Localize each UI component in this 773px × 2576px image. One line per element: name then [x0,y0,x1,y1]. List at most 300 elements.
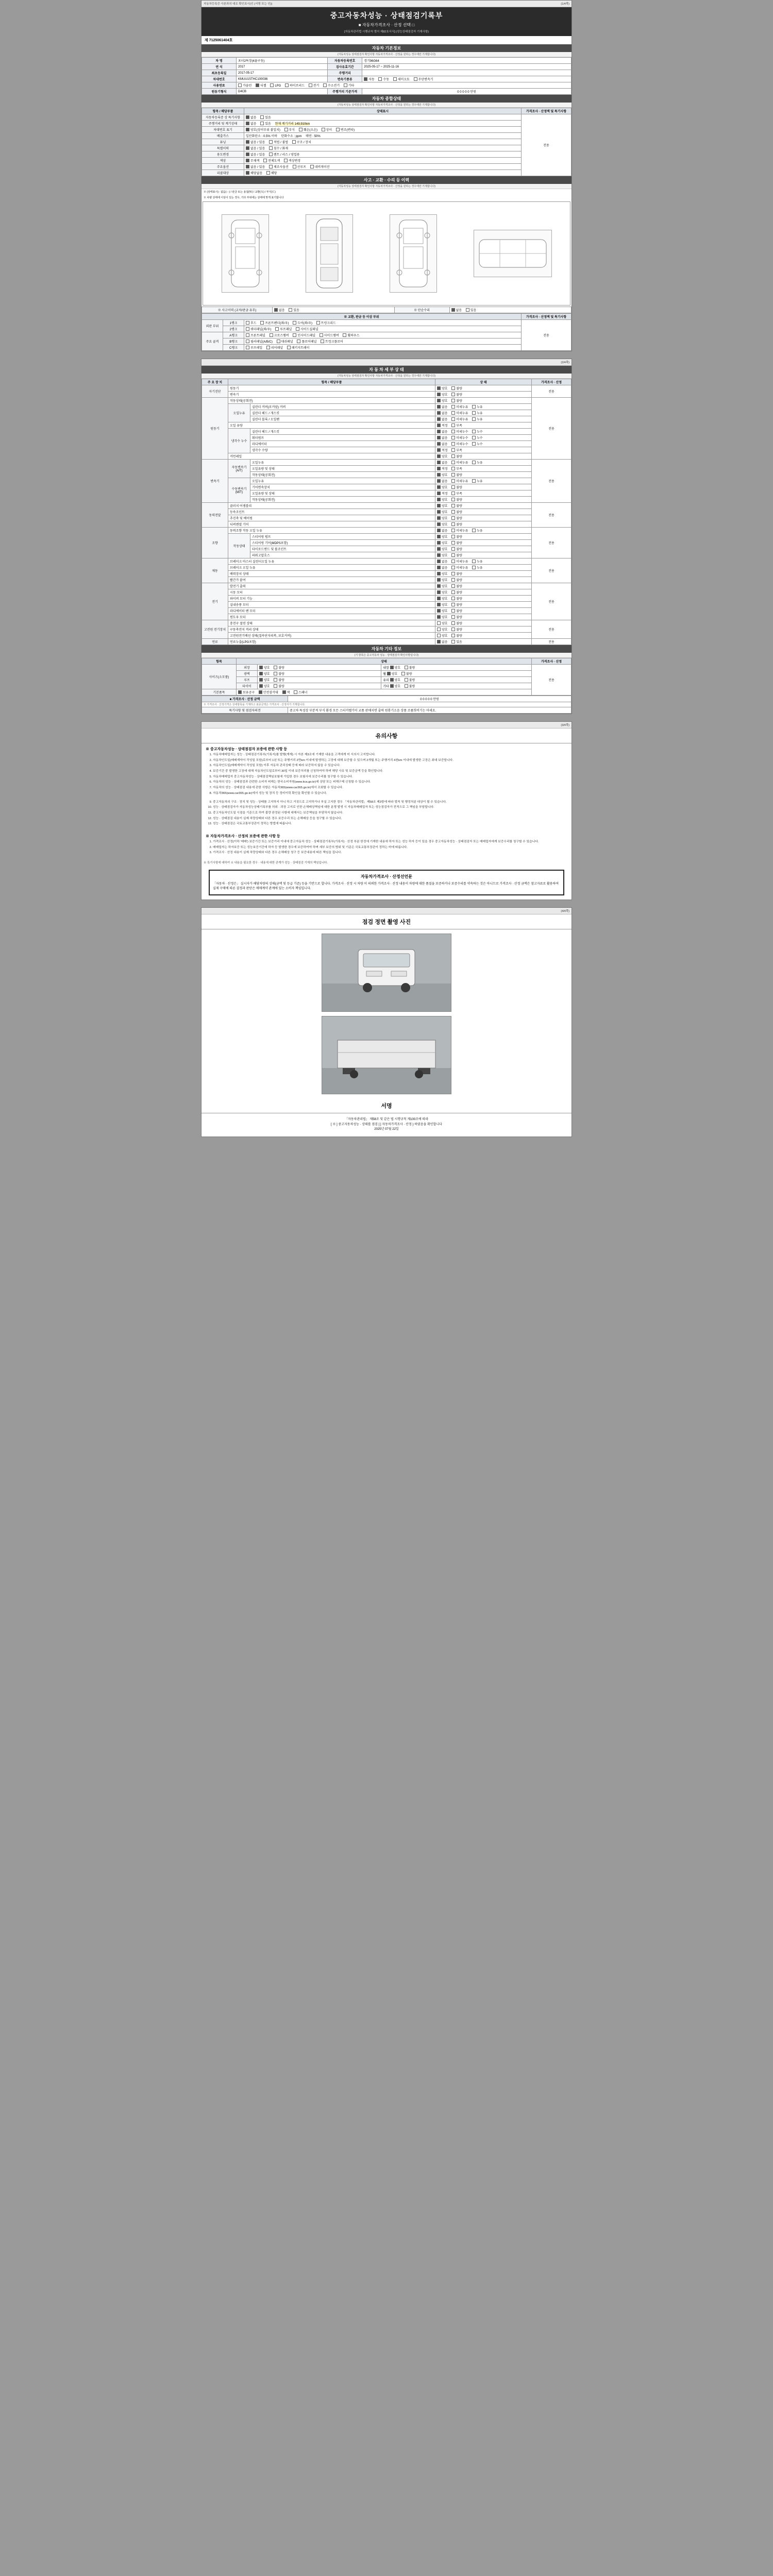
etc-table [201,658,572,696]
br3-ok[interactable]: 양호 [437,578,448,582]
at1-ok[interactable]: 적정 [437,466,448,471]
table-row [202,338,572,345]
basic-value2-0: 경기96G64 [362,58,572,64]
mt-sub-1: 기어변속장치 [250,484,435,490]
st0-none[interactable]: 없음 [437,528,448,533]
vin-opt-1[interactable]: 부식 [284,127,295,132]
simple-repair-none[interactable]: 없음 [451,308,462,312]
st-state-4[interactable] [435,552,532,558]
group-frame-label: 주요 골격 [202,332,223,351]
car-diagram-right-side[interactable] [390,214,437,293]
frm-a-3[interactable]: 사이드멤버 [320,333,339,337]
ext-2-2[interactable]: 사이드실패널 [296,327,318,331]
table-row [202,121,572,127]
eo1-leak[interactable]: 누유 [472,411,483,415]
table-row [202,509,572,515]
detail-right-3: 전용 [532,503,572,528]
list-item: 2. 자동차인도일(매매계약서 작성일 포함)로부터 1년 또는 주행거리 2만km 이내에 발생하는 고장에 대해 보증할 수 있으며 2개월 또는 주행거리 4천km 이내에 발생한 고장은 최대 보증합니다. [213,758,564,763]
page-legal-note: [자동차관리법 시행규칙 별지 제82호서식] (성능상태점검자 기재사항) [344,30,429,33]
mt-state-0[interactable] [435,478,532,484]
at2-ok[interactable]: 양호 [437,472,448,477]
hv1-bad[interactable]: 불량 [451,627,462,632]
overall-table [201,108,572,176]
eng-cool-state-2[interactable] [435,441,532,447]
accident-legend: ※ (상태표시) : 없음(－) / 판금 또는 용접(Ｗ) / 교환(Ｘ) / 부식(Ｃ) [204,191,276,194]
vehicle-photo-front[interactable] [322,934,451,1012]
option-opt-1[interactable]: 제조사옵션 [269,164,289,169]
st-state-1[interactable] [435,534,532,540]
fu-0-state[interactable] [435,639,532,645]
etc1b-bad[interactable]: 불량 [401,671,412,676]
st3-bad[interactable]: 불량 [451,547,462,551]
frm-c-1[interactable]: 리어패널 [266,345,283,350]
table-row [202,571,572,577]
fuel-opt-2[interactable]: LPG [270,83,281,88]
special-opt-1[interactable]: 침수 / 화재 [269,146,288,150]
el-0-state[interactable] [435,583,532,589]
eng-oil-state-2[interactable] [435,416,532,422]
sd-trn-bad[interactable]: 불량 [451,392,462,397]
el2-bad[interactable]: 불량 [451,596,462,601]
fuel-opt-5[interactable]: 수소전기 [323,83,340,88]
st4-ok[interactable]: 양호 [437,553,448,557]
overall-name-5: 특별이력 [202,145,244,151]
at2-bad[interactable]: 불량 [451,472,462,477]
tuning-opt-2[interactable]: 구조 / 장치 [292,140,311,144]
hv0-bad[interactable]: 불량 [451,621,462,625]
eo2-none[interactable]: 없음 [437,417,448,421]
mt1-bad[interactable]: 불량 [451,485,462,489]
simple-repair-yes[interactable]: 있음 [466,308,477,312]
ec1-leak[interactable]: 누수 [472,435,483,440]
etc3-bad[interactable]: 불량 [274,684,284,688]
list-item: 10. 성능 · 상태점검자가 자동차성능상태기록부를 허위 · 과장 고지로 인한 손해배상책임에 대한 분쟁 발생 시 자동차매매업자 또는 성능점검자가 전적으로 그 책임을 부담합니다. [213,805,564,810]
etc3b-bad[interactable]: 불량 [405,684,415,688]
car-diagram-left-side[interactable] [222,214,269,293]
accident-right-value: 전용 [522,320,572,351]
ext-1-1[interactable]: 프론트펜더(좌/우) [260,320,289,325]
overall-state-9[interactable] [244,170,522,176]
overall-state-1[interactable] [244,121,522,127]
eng-oil-state-1[interactable] [435,410,532,416]
table-row [202,139,572,145]
selfdiag-trans-state[interactable] [435,392,532,398]
br1-none[interactable]: 없음 [437,565,448,570]
frm-b-1[interactable]: 대쉬패널 [277,339,293,344]
eng-cool-state-3[interactable] [435,447,532,453]
table-row [202,614,572,620]
etc3-ok[interactable]: 양호 [259,684,270,688]
rank-1-items[interactable] [244,320,522,326]
etc-row1-right[interactable] [381,671,532,677]
list-item: 1. 자동차매매업자는 성능 · 상태점검기록부(기록지)를 발행(게재) 시 자본 제3조에 기재한 내용을 고객에게 미 서의서 고지합니다. [213,753,564,757]
etc-row1-state[interactable] [258,671,381,677]
ec3-ok[interactable]: 적정 [437,448,448,452]
at-label: 자동변속기 (A/T) [228,460,250,478]
dl-1-state[interactable] [435,509,532,515]
rank-c-items[interactable] [244,345,522,351]
etc-row0-right[interactable] [381,665,532,671]
usage-opt-1[interactable]: 렌트 / 리스 / 영업용 [269,152,300,157]
car-diagram-underbody[interactable] [474,230,552,277]
etc-row2-state[interactable] [258,677,381,683]
br0-none[interactable]: 없음 [437,559,448,564]
frm-b-0[interactable]: 필러패널(A/B/C) [246,339,273,344]
sd-trn-ok[interactable]: 양호 [437,392,448,397]
overall-state-4[interactable] [244,139,522,145]
recall-opt-1[interactable]: 해당 [266,171,277,175]
el-4-label: 라디에이터 팬 모터 [228,608,435,614]
hv2-ok[interactable]: 양호 [437,633,448,638]
el3-bad[interactable]: 불량 [451,602,462,607]
detail-group-engine: 원동기 [202,398,228,460]
overall-0-opt-0[interactable]: 없음 [246,115,257,120]
accident-none[interactable]: 없음 [274,308,285,312]
frm-b-3[interactable]: 트렁크플로어 [321,339,343,344]
rank-c-label: C랭크 [223,345,244,351]
trans-opt-0[interactable]: 자동 [364,77,375,81]
st4-bad[interactable]: 불량 [451,553,462,557]
ext-1-3[interactable]: 트렁크리드 [316,320,336,325]
overall-0-opt-1[interactable]: 있음 [260,115,271,120]
el5-bad[interactable]: 불량 [451,615,462,619]
dl3-bad[interactable]: 불량 [451,522,462,527]
dl0-bad[interactable]: 불량 [451,503,462,508]
overall-state-5[interactable] [244,145,522,151]
document-number: 제 7125061404호 [205,39,233,42]
br1-leak[interactable]: 누유 [472,565,483,570]
etc-row3-right[interactable] [381,683,532,689]
br-1-state[interactable] [435,565,532,571]
at1-low[interactable]: 부족 [451,466,462,471]
dl1-bad[interactable]: 불량 [451,510,462,514]
overall-col-1: 상태표시 [244,108,522,114]
el1-bad[interactable]: 불량 [451,590,462,595]
eo0-none[interactable]: 없음 [437,404,448,409]
br-2-state[interactable] [435,571,532,577]
fuel-opt-0[interactable]: 가솔린 [238,83,251,88]
br2-bad[interactable]: 불량 [451,571,462,576]
recall-opt-0[interactable]: 해당없음 [246,171,262,175]
dl-2-state[interactable] [435,515,532,521]
mileage-bad[interactable]: 있음 [260,121,271,126]
frm-c-2[interactable]: 패키지트레이 [287,345,310,350]
ext-1-2[interactable]: 도어(좌/우) [293,320,312,325]
hv2-bad[interactable]: 불량 [451,633,462,638]
el5-ok[interactable]: 양호 [437,615,448,619]
el-2-state[interactable] [435,596,532,602]
hv-1-state[interactable] [435,626,532,633]
at-state-2[interactable] [435,472,532,478]
br2-ok[interactable]: 양호 [437,571,448,576]
option-opt-2[interactable]: 선루프 [293,164,306,169]
dl1-ok[interactable]: 양호 [437,510,448,514]
selfdiag-engine-state[interactable] [435,385,532,392]
eo1-none[interactable]: 없음 [437,411,448,415]
hv1-ok[interactable]: 양호 [437,627,448,632]
accident-yes[interactable]: 있음 [289,308,299,312]
mt-state-3[interactable] [435,497,532,503]
eng-commonrail-state[interactable] [435,453,532,460]
list-item: 2. 매매업자는 하자보증 또는 성능보증기간에 하자 등 발생한 경우에 보증하여야 하며 세부 보증의 범위 및 기준은 국토교통부장관이 정하는 바에 따릅니다. [213,845,564,850]
usage-opt-0[interactable]: 없음 / 있음 [246,152,265,157]
eng-oil-state-0[interactable] [435,404,532,410]
ec3-low[interactable]: 부족 [451,448,462,452]
st-0-state[interactable] [435,528,532,534]
trans-opt-1[interactable]: 수동 [378,77,389,81]
overall-state-0[interactable] [244,114,522,121]
signature-section-title: 서명 [201,1098,572,1113]
mt1-ok[interactable]: 양호 [437,485,448,489]
table-row [202,385,572,392]
tuning-opt-1[interactable]: 적법 / 불법 [269,140,288,144]
ec0-none[interactable]: 없음 [437,429,448,434]
cautions-list-1 [201,753,572,800]
el4-bad[interactable]: 불량 [451,608,462,613]
list-item: 9. 중고자동차의 구조 · 장치 및 성능 · 상태를 고지하지 아니 하고 거짓으로 고지하거나 부실 고지한 경우 「자동차관리법」제58조 제3항에 따라 벌칙 및 행정처분 대상이 될 수 있습니다. [213,800,564,805]
fuel-opt-6[interactable]: 기타 [344,83,355,88]
ext-2-0[interactable]: 쿼터패널(좌/우) [246,327,271,331]
st0-micro[interactable]: 미세누유 [451,528,468,533]
hv-2-state[interactable] [435,633,532,639]
eo0-leak[interactable]: 누유 [472,404,483,409]
ec2-leak[interactable]: 누수 [472,442,483,446]
st2-bad[interactable]: 불량 [451,540,462,545]
etc0b-ok[interactable]: 양호 [390,665,401,670]
detail-right-7: 전용 [532,620,572,639]
sd-eng-ok[interactable]: 양호 [437,386,448,391]
mt2-low[interactable]: 부족 [451,491,462,496]
mt3-bad[interactable]: 불량 [451,497,462,502]
el0-ok[interactable]: 양호 [437,584,448,588]
br0-micro[interactable]: 미세누유 [451,559,468,564]
etc2b-ok[interactable]: 양호 [390,677,401,682]
rank-2-items[interactable] [244,326,522,332]
detail-right-6: 전용 [532,583,572,620]
table-row [202,484,572,490]
bi-3[interactable]: 스패너 [294,690,307,694]
table-row [202,689,572,696]
eng-oil-qty-state[interactable] [435,422,532,429]
overall-state-2[interactable] [244,127,522,133]
mt2-ok[interactable]: 적정 [437,491,448,496]
frm-a-0[interactable]: 프론트패널 [246,333,265,337]
ec0-leak[interactable]: 누수 [472,429,483,434]
vin-opt-2[interactable]: 훼손(오손) [299,127,317,132]
etc0-ok[interactable]: 양호 [259,665,270,670]
etc0b-bad[interactable]: 불량 [405,665,415,670]
eng-cool-state-1[interactable] [435,435,532,441]
truck-front-photo-icon [322,934,451,1011]
trans-opt-2[interactable]: 세미오토 [393,77,410,81]
frm-a-1[interactable]: 크로스멤버 [270,333,289,337]
st1-ok[interactable]: 양호 [437,534,448,539]
vin-opt-3[interactable]: 상이 [322,127,332,132]
eo1-micro[interactable]: 미세누유 [451,411,468,415]
ec1-none[interactable]: 없음 [437,435,448,440]
hv-0-state[interactable] [435,620,532,626]
dl-0-state[interactable] [435,503,532,509]
el-1-state[interactable] [435,589,532,596]
etc1-bad[interactable]: 불량 [274,671,284,676]
dl2-bad[interactable]: 불량 [451,516,462,520]
el4-ok[interactable]: 양호 [437,608,448,613]
table-row [202,583,572,589]
option-opt-0[interactable]: 없음 / 있음 [246,164,265,169]
at0-micro[interactable]: 미세누유 [451,460,468,465]
st0-leak[interactable]: 누유 [472,528,483,533]
el2-ok[interactable]: 양호 [437,596,448,601]
list-item: 11. 중고자동차인도일 시점을 기준으로 하여 불량 판정된 사항에 대해서는 보증책임을 부담하지 않습니다. [213,811,564,816]
etc-row0-state[interactable] [258,665,381,671]
at0-leak[interactable]: 누유 [472,460,483,465]
st1-bad[interactable]: 불량 [451,534,462,539]
eng-idle-state[interactable] [435,398,532,404]
br-3-state[interactable] [435,577,532,583]
table-row [202,540,572,546]
dl-3-state[interactable] [435,521,532,528]
color-opt-0[interactable]: 무채색 [246,158,259,163]
trans-opt-3[interactable]: 무단변속기 [414,77,433,81]
table-row [202,429,572,435]
mt-state-1[interactable] [435,484,532,490]
st-state-2[interactable] [435,540,532,546]
hv0-ok[interactable]: 양호 [437,621,448,625]
bi-2[interactable]: 잭 [282,690,290,694]
br1-micro[interactable]: 미세누유 [451,565,468,570]
etc-row2-right[interactable] [381,677,532,683]
eoq-ok[interactable]: 적정 [437,423,448,428]
el0-bad[interactable]: 불량 [451,584,462,588]
eng-idle-ok[interactable]: 양호 [437,398,448,403]
ec0-micro[interactable]: 미세누수 [451,429,468,434]
frm-b-2[interactable]: 플로어패널 [297,339,316,344]
etc2-ok[interactable]: 양호 [259,677,270,682]
frm-a-4[interactable]: 휠하우스 [343,333,359,337]
mt3-ok[interactable]: 양호 [437,497,448,502]
fuel-opt-4[interactable]: 전기 [309,83,320,88]
overall-state-8[interactable] [244,164,522,170]
cr-bad[interactable]: 불량 [451,454,462,459]
special-opt-0[interactable]: 없음 / 있음 [246,146,265,150]
eo0-micro[interactable]: 미세누유 [451,404,468,409]
ec2-none[interactable]: 없음 [437,442,448,446]
accident-history-value-0[interactable] [273,307,395,313]
frm-c-0[interactable]: 루프레일 [246,345,262,350]
sd-eng-bad[interactable]: 불량 [451,386,462,391]
st-state-3[interactable] [435,546,532,552]
vehicle-damage-diagram[interactable] [203,201,570,306]
rank-a-items[interactable] [244,332,522,338]
eng-cool-sub-1: 워터펌프 [250,435,435,441]
color-opt-2[interactable]: 색상변경 [284,158,300,163]
at-state-0[interactable] [435,460,532,466]
color-opt-1[interactable]: 전체도색 [263,158,280,163]
br-0-state[interactable] [435,558,532,565]
eoq-low[interactable]: 부족 [451,423,462,428]
el-3-state[interactable] [435,602,532,608]
detail-table [201,379,572,645]
etc-basic-items[interactable] [237,689,532,696]
el-4-state[interactable] [435,608,532,614]
accident-history-value-1[interactable] [449,307,572,313]
tuning-opt-0[interactable]: 없음 / 있음 [246,140,265,144]
st3-ok[interactable]: 양호 [437,547,448,551]
mileage-price-label: 주행거리 기준가격 [328,89,362,95]
mt0-leak[interactable]: 누유 [472,479,483,483]
el1-ok[interactable]: 양호 [437,590,448,595]
fuel-opt-1[interactable]: 디젤 [256,83,266,88]
vin-opt-0[interactable]: 양호(상이부위 불일치) [246,127,280,132]
eo2-leak[interactable]: 누유 [472,417,483,421]
eng-cool-state-0[interactable] [435,429,532,435]
etc1-ok[interactable]: 양호 [259,671,270,676]
cr-ok[interactable]: 양호 [437,454,448,459]
etc3b-ok[interactable]: 양호 [390,684,401,688]
overall-state-7[interactable] [244,158,522,164]
eng-idle-label: 작동상태(공회전) [228,398,435,404]
ext-1-0[interactable]: 후드 [246,320,257,325]
car-diagram-top-view[interactable] [306,214,353,293]
at0-none[interactable]: 없음 [437,460,448,465]
br3-bad[interactable]: 불량 [451,578,462,582]
signature-line-2: 2025년 07월 22일 [374,1128,399,1131]
rank-b-items[interactable] [244,338,522,345]
mt-state-2[interactable] [435,490,532,497]
ec1-micro[interactable]: 미세누수 [451,435,468,440]
eo2-micro[interactable]: 미세누유 [451,417,468,421]
basic-value-2: 2017-05-17 [237,70,328,76]
etc0-bad[interactable]: 불량 [274,665,284,670]
fu0-yes[interactable]: 있음 [451,639,462,644]
bi-0[interactable]: 보유공구 [238,690,255,694]
mt0-none[interactable]: 없음 [437,479,448,483]
overall-state-6[interactable] [244,151,522,158]
transmission-options[interactable] [362,76,572,82]
ec2-micro[interactable]: 미세누수 [451,442,468,446]
mileage-ok[interactable]: 없음 [246,121,257,126]
etc2-bad[interactable]: 불량 [274,677,284,682]
eng-idle-bad[interactable]: 불량 [451,398,462,403]
vehicle-photo-rear[interactable] [322,1016,451,1094]
etc1b-ok[interactable]: 양호 [387,671,398,676]
mt0-micro[interactable]: 미세누유 [451,479,468,483]
el-5-state[interactable] [435,614,532,620]
dl0-ok[interactable]: 양호 [437,503,448,508]
etc-row3-state[interactable] [258,683,381,689]
option-opt-3[interactable]: 네비게이션 [310,164,330,169]
table-row [202,164,572,170]
fu0-none[interactable]: 없음 [437,639,448,644]
fuel-opt-3[interactable]: 하이브리드 [285,83,305,88]
ext-2-1[interactable]: 루프패널 [275,327,292,331]
bi-1[interactable]: 안전삼각대 [259,690,278,694]
etc2b-bad[interactable]: 불량 [405,677,415,682]
dl3-ok[interactable]: 양호 [437,522,448,527]
overall-name-3: 배출가스 [202,133,244,139]
el3-ok[interactable]: 양호 [437,602,448,607]
st2-ok[interactable]: 양호 [437,540,448,545]
br0-leak[interactable]: 누유 [472,559,483,564]
fuel-options[interactable] [237,82,572,89]
frm-a-2[interactable]: 인사이드패널 [293,333,315,337]
dl2-ok[interactable]: 양호 [437,516,448,520]
sheet2-page-number: (2/4쪽) [561,361,569,364]
list-item: 1. 가격조사 · 산정(이하 '매매') 보증기간 또는 보증거리 이내에 중고자동차 성능 · 상태점검기록부(기록지) · 산정 부분 한정에 기재한 내용에 하자 또는 성능 하자 등이 있을 경우 중고자동차성능 · 상태점검자 또는 매매업자에게 보증수리를 청구할 수 있습니다. [213,840,564,844]
vin-opt-4[interactable]: 변조(변타) [336,127,355,132]
at-state-1[interactable] [435,466,532,472]
st-sub-0: 스티어링 펌프 [250,534,435,540]
